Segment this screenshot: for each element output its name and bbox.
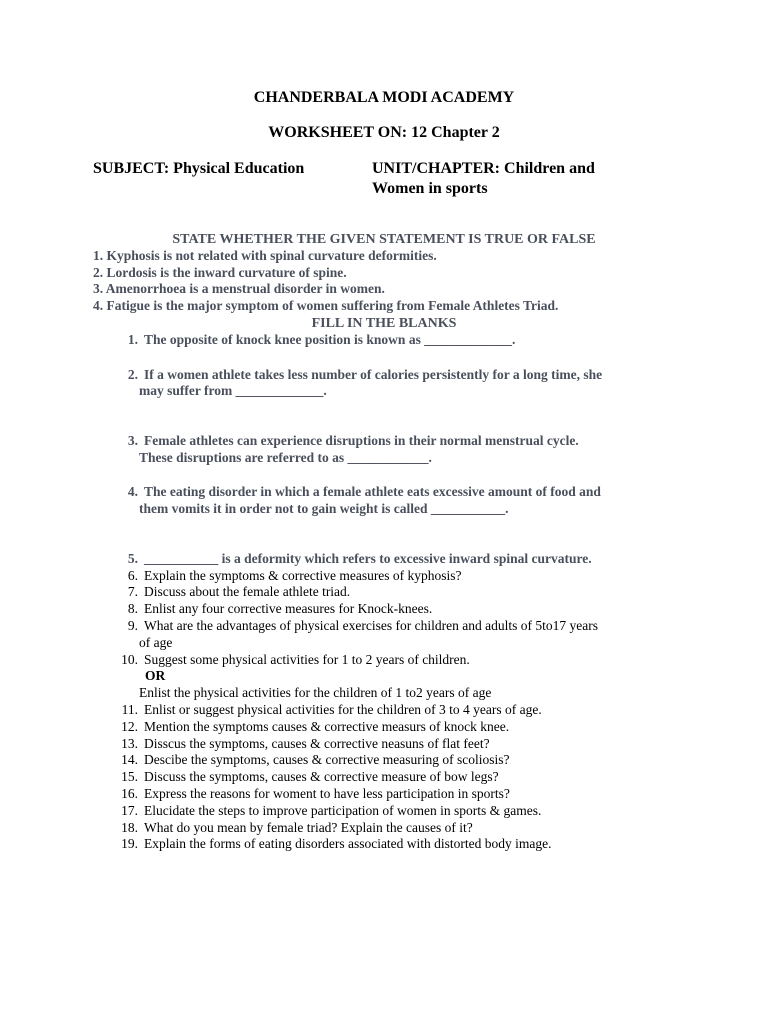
fill-question-4-cont: them vomits it in order not to gain weight is called ___________.: [139, 501, 509, 516]
question-6: [112, 568, 462, 584]
q13-text: Disscus the symptoms, causes & corrective neasuns of flat feet?: [144, 736, 490, 751]
fill-question-1: [112, 332, 515, 348]
tf-item-2: 2. Lordosis is the inward curvature of spine.: [93, 265, 347, 280]
fill-question-5: [112, 551, 592, 567]
question-9: [112, 618, 598, 634]
unit-label-line2: Women in sports: [372, 180, 488, 197]
q14-text: Descibe the symptoms, causes & corrective measuring of scoliosis?: [144, 752, 510, 767]
question-16: [112, 786, 510, 802]
question-10-alt: Enlist the physical activities for the children of 1 to2 years of age: [139, 685, 492, 700]
question-11: [112, 702, 542, 718]
q18-number: 18.: [121, 820, 138, 835]
question-10-or: OR: [145, 668, 166, 683]
q16-number: 16.: [121, 786, 138, 801]
q17-text: Elucidate the steps to improve participation of women in sports & games.: [144, 803, 542, 818]
q15-number: 15.: [121, 769, 138, 784]
worksheet-title: WORKSHEET ON: 12 Chapter 2: [268, 124, 500, 141]
q7-text: Discuss about the female athlete triad.: [144, 584, 351, 599]
q11-text: Enlist or suggest physical activities for the children of 3 to 4 years of age.: [144, 702, 542, 717]
q13-number: 13.: [121, 736, 138, 751]
question-10: [112, 652, 470, 668]
q8-number: 8.: [127, 601, 138, 616]
fill-q4-number: 4.: [127, 484, 138, 499]
question-15: [112, 769, 499, 785]
question-12: [112, 719, 509, 735]
fill-blanks-heading: FILL IN THE BLANKS: [311, 316, 457, 331]
fill-q2-number: 2.: [127, 367, 138, 382]
fill-q3-number: 3.: [127, 433, 138, 448]
tf-item-1: 1. Kyphosis is not related with spinal curvature deformities.: [93, 248, 437, 263]
fill-question-3-cont: These disruptions are referred to as ____________.: [139, 450, 432, 465]
tf-item-3: 3. Amenorrhoea is a menstrual disorder in women.: [93, 281, 385, 296]
q11-number: 11.: [121, 702, 138, 717]
q8-text: Enlist any four corrective measures for Knock-knees.: [144, 601, 433, 616]
question-13: [112, 736, 490, 752]
question-19: [112, 836, 552, 852]
fill-question-2-cont: may suffer from _____________.: [139, 383, 327, 398]
q6-text: Explain the symptoms & corrective measures of kyphosis?: [144, 568, 462, 583]
q6-number: 6.: [127, 568, 138, 583]
q7-number: 7.: [127, 584, 138, 599]
q19-text: Explain the forms of eating disorders associated with distorted body image.: [144, 836, 552, 851]
fill-q3-text: Female athletes can experience disruptions in their normal menstrual cycle.: [144, 433, 579, 448]
question-14: [112, 752, 510, 768]
question-8: [112, 601, 432, 617]
fill-q1-text: The opposite of knock knee position is known as _____________.: [144, 332, 516, 347]
q14-number: 14.: [121, 752, 138, 767]
q15-text: Discuss the symptoms, causes & corrective measure of bow legs?: [144, 769, 499, 784]
question-7: [112, 584, 350, 600]
q12-text: Mention the symptoms causes & corrective measurs of knock knee.: [144, 719, 510, 734]
fill-question-4: [112, 484, 601, 500]
tf-item-4: 4. Fatigue is the major symptom of women suffering from Female Athletes Triad.: [93, 298, 559, 313]
school-name: CHANDERBALA MODI ACADEMY: [253, 89, 515, 106]
fill-question-3: [112, 433, 579, 449]
q9-text: What are the advantages of physical exercises for children and adults of 5to17 years: [144, 618, 598, 633]
q19-number: 19.: [121, 836, 138, 851]
q18-text: What do you mean by female triad? Explain the causes of it?: [144, 820, 473, 835]
q10-text: Suggest some physical activities for 1 to 2 years of children.: [144, 652, 470, 667]
q17-number: 17.: [121, 803, 138, 818]
q12-number: 12.: [121, 719, 138, 734]
question-9-cont: of age: [139, 635, 173, 650]
unit-label-line1: UNIT/CHAPTER: Children and: [372, 160, 595, 177]
question-17: [112, 803, 541, 819]
fill-q4-text: The eating disorder in which a female athlete eats excessive amount of food and: [144, 484, 601, 499]
true-false-heading: STATE WHETHER THE GIVEN STATEMENT IS TRUE OR FALSE: [172, 232, 596, 247]
fill-question-2: [112, 367, 602, 383]
question-18: [112, 820, 473, 836]
fill-q2-text: If a women athlete takes less number of calories persistently for a long time, she: [144, 367, 603, 382]
fill-q1-number: 1.: [127, 332, 138, 347]
subject-label: SUBJECT: Physical Education: [93, 160, 305, 177]
fill-q5-text: ___________ is a deformity which refers to excessive inward spinal curvature.: [144, 551, 592, 566]
fill-q5-number: 5.: [127, 551, 138, 566]
q10-number: 10.: [121, 652, 138, 667]
q9-number: 9.: [127, 618, 138, 633]
q16-text: Express the reasons for woment to have less participation in sports?: [144, 786, 510, 801]
